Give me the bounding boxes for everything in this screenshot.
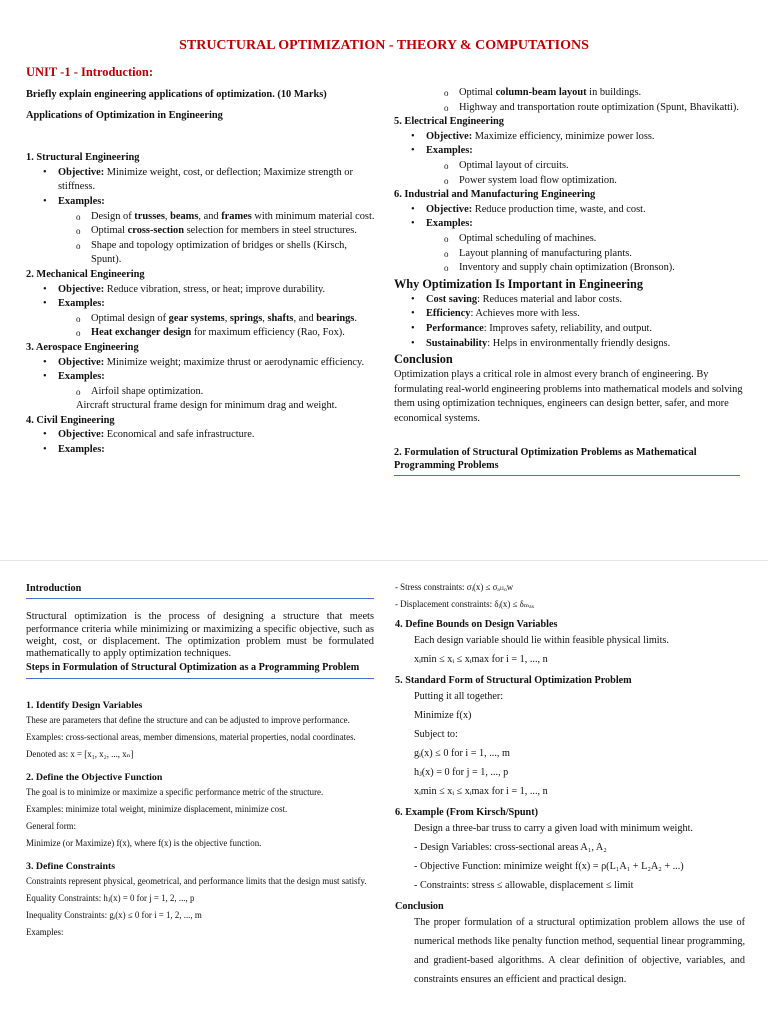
list-item: • Cost saving: Reduces material and labor costs. <box>394 293 746 308</box>
list-item: o Airfoil shape optimization. <box>26 385 376 400</box>
body-text: Design a three-bar truss to carry a given load with minimum weight. <box>414 823 693 834</box>
list-item: • Objective: Reduce production time, waste, and cost. <box>394 203 746 218</box>
list-item <box>26 195 376 210</box>
body-text: Minimize f(x) <box>414 710 472 721</box>
heading-introduction: Introduction <box>26 583 374 599</box>
list-item: • Examples: <box>26 297 376 312</box>
conclusion-text-2: The proper formulation of a structural optimization problem allows the use of numerical methods like penalty function method, sequential linear programming, and gradient-based algorithms. A clear definition of objective, variables, and constraints ensures an efficient and practical design. <box>414 917 745 985</box>
section-subtitle: Applications of Optimization in Engineering <box>26 109 223 121</box>
list-item: o Optimal cross-section selection for members in steel structures. <box>26 224 376 239</box>
list-item: Aircraft structural frame design for minimum drag and weight. <box>76 400 338 412</box>
intro-text: Structural optimization is the process of designing a structure that meets performance criteria while minimizing or maximizing a specific objective, such as weight, cost, or displacement. The optimization problem must be formulated mathematically to apply optimization techniques. <box>26 611 374 660</box>
list-item: o Layout planning of manufacturing plants. <box>394 247 746 262</box>
list-item: • Examples: <box>394 217 746 232</box>
label-examples: Examples: <box>58 195 105 207</box>
body-text: gᵢ(x) ≤ 0 for i = 1, ..., m <box>414 748 510 759</box>
heading-aerospace: 3. Aerospace Engineering <box>26 341 139 353</box>
body-text: - Design Variables: cross-sectional areas A₁, A₂ <box>414 842 607 853</box>
heading-design-variables: 1. Identify Design Variables <box>26 699 143 711</box>
heading-industrial: 6. Industrial and Manufacturing Engineering <box>394 189 596 201</box>
heading-bounds: 4. Define Bounds on Design Variables <box>395 619 558 630</box>
body-text: Minimize (or Maximize) f(x), where f(x) is the objective function. <box>26 837 262 848</box>
list-item: • Performance: Improves safety, reliability, and output. <box>394 322 746 337</box>
list-item: • Objective: Minimize weight; maximize thrust or aerodynamic efficiency. <box>26 356 376 371</box>
heading-steps: Steps in Formulation of Structural Optimization as a Programming Problem <box>26 662 374 678</box>
list-item: • Objective: Maximize efficiency, minimize power loss. <box>394 130 746 145</box>
list-item: o Heat exchanger design for maximum efficiency (Rao, Fox). <box>26 326 376 341</box>
list-item: o Inventory and supply chain optimization (Bronson). <box>394 261 746 276</box>
body-text: Putting it all together: <box>414 691 504 702</box>
page2-right-column <box>395 579 745 989</box>
body-text: - Displacement constraints: δᵢ(x) ≤ δₘₐₓ <box>395 599 535 609</box>
body-text: Denoted as: x = [x₁, x₂, ..., xₙ] <box>26 748 134 759</box>
body-text: General form: <box>26 820 77 831</box>
list-item: o Optimal column-beam layout in buildings. <box>394 86 746 101</box>
heading-why-optimization: Why Optimization Is Important in Engineering <box>394 276 644 291</box>
body-text: Examples: cross-sectional areas, member dimensions, material properties, nodal coordinates. <box>26 731 356 742</box>
body-text: xᵢmin ≤ xᵢ ≤ xᵢmax for i = 1, ..., n <box>414 786 548 797</box>
list-item: o Highway and transportation route optimization (Spunt, Bhavikatti). <box>394 101 746 116</box>
list-item: • Examples: <box>26 370 376 385</box>
heading-conclusion-2: Conclusion <box>395 901 444 912</box>
body-text: - Stress constraints: σᵢ(x) ≤ σₐₗₗₒw <box>395 582 514 592</box>
heading-civil: 4. Civil Engineering <box>26 414 115 426</box>
body-text: These are parameters that define the structure and can be adjusted to improve performance. <box>26 714 350 725</box>
page1-right-column <box>394 86 746 476</box>
list-item: • Objective: Economical and safe infrastructure. <box>26 428 376 443</box>
body-text: Examples: minimize total weight, minimize displacement, minimize cost. <box>26 803 288 814</box>
body-text: Each design variable should lie within feasible physical limits. <box>414 635 669 646</box>
list-item: • Objective: Reduce vibration, stress, or heat; improve durability. <box>26 283 376 298</box>
heading-mechanical: 2. Mechanical Engineering <box>26 268 145 280</box>
heading-standard-form: 5. Standard Form of Structural Optimization Problem <box>395 675 632 686</box>
list-item: o Optimal scheduling of machines. <box>394 232 746 247</box>
list-item: o Power system load flow optimization. <box>394 174 746 189</box>
heading-example: 6. Example (From Kirsch/Spunt) <box>395 807 539 818</box>
body-text: xᵢmin ≤ xᵢ ≤ xᵢmax for i = 1, ..., n <box>414 654 548 665</box>
list-item: o Optimal design of gear systems, springs, shafts, and bearings. <box>26 312 376 327</box>
list-item: o Shape and topology optimization of bridges or shells (Kirsch, Spunt). <box>26 239 376 268</box>
document-title: STRUCTURAL OPTIMIZATION - THEORY & COMPUTATIONS <box>179 38 589 53</box>
list-item: o Optimal layout of circuits. <box>394 159 746 174</box>
question-2-heading: 2. Formulation of Structural Optimization Problems as Mathematical Programming Problems <box>394 446 740 476</box>
body-text: Subject to: <box>414 729 458 740</box>
unit-heading: UNIT -1 - Introduction: <box>26 65 153 79</box>
list-item: • Examples: <box>26 443 376 458</box>
list-item <box>26 166 376 195</box>
body-text: hⱼ(x) = 0 for j = 1, ..., p <box>414 767 509 778</box>
body-text: - Objective Function: minimize weight f(x) = ρ(L₁A₁ + L₂A₂ + ...) <box>414 861 684 872</box>
body-text: The goal is to minimize or maximize a specific performance metric of the structure. <box>26 786 324 797</box>
label-objective: Objective: <box>58 166 105 178</box>
heading-objective-function: 2. Define the Objective Function <box>26 771 163 783</box>
heading-conclusion: Conclusion <box>394 352 453 367</box>
body-text: - Constraints: stress ≤ allowable, displacement ≤ limit <box>414 880 634 891</box>
list-item: • Efficiency: Achieves more with less. <box>394 307 746 322</box>
body-text: Constraints represent physical, geometrical, and performance limits that the design must satisfy. <box>26 875 367 886</box>
list-item: • Sustainability: Helps in environmentally friendly designs. <box>394 337 746 352</box>
heading-structural: 1. Structural Engineering <box>26 152 140 164</box>
page-2 <box>0 560 768 1025</box>
body-text: Equality Constraints: hⱼ(x) = 0 for j = 1, 2, ..., p <box>26 892 195 903</box>
body-text: Examples: <box>26 926 64 937</box>
objective-text: Minimize weight, cost, or deflection; Maximize strength or stiffness. <box>58 166 353 193</box>
heading-electrical: 5. Electrical Engineering <box>394 116 504 128</box>
conclusion-text: Optimization plays a critical role in almost every branch of engineering. By formulating real-world engineering problems into mathematical models and solving them using optimization techniques, engineers can design better, safer, and more economical systems. <box>394 369 743 424</box>
page1-left-column <box>26 88 376 458</box>
list-item: • Examples: <box>394 144 746 159</box>
list-item: o Design of trusses, beams, and frames with minimum material cost. <box>26 210 376 225</box>
body-text: Inequality Constraints: gᵢ(x) ≤ 0 for i = 1, 2, ..., m <box>26 909 202 920</box>
question-text: Briefly explain engineering applications of optimization. (10 Marks) <box>26 89 327 100</box>
heading-constraints: 3. Define Constraints <box>26 860 116 872</box>
page2-left-column <box>26 583 374 941</box>
